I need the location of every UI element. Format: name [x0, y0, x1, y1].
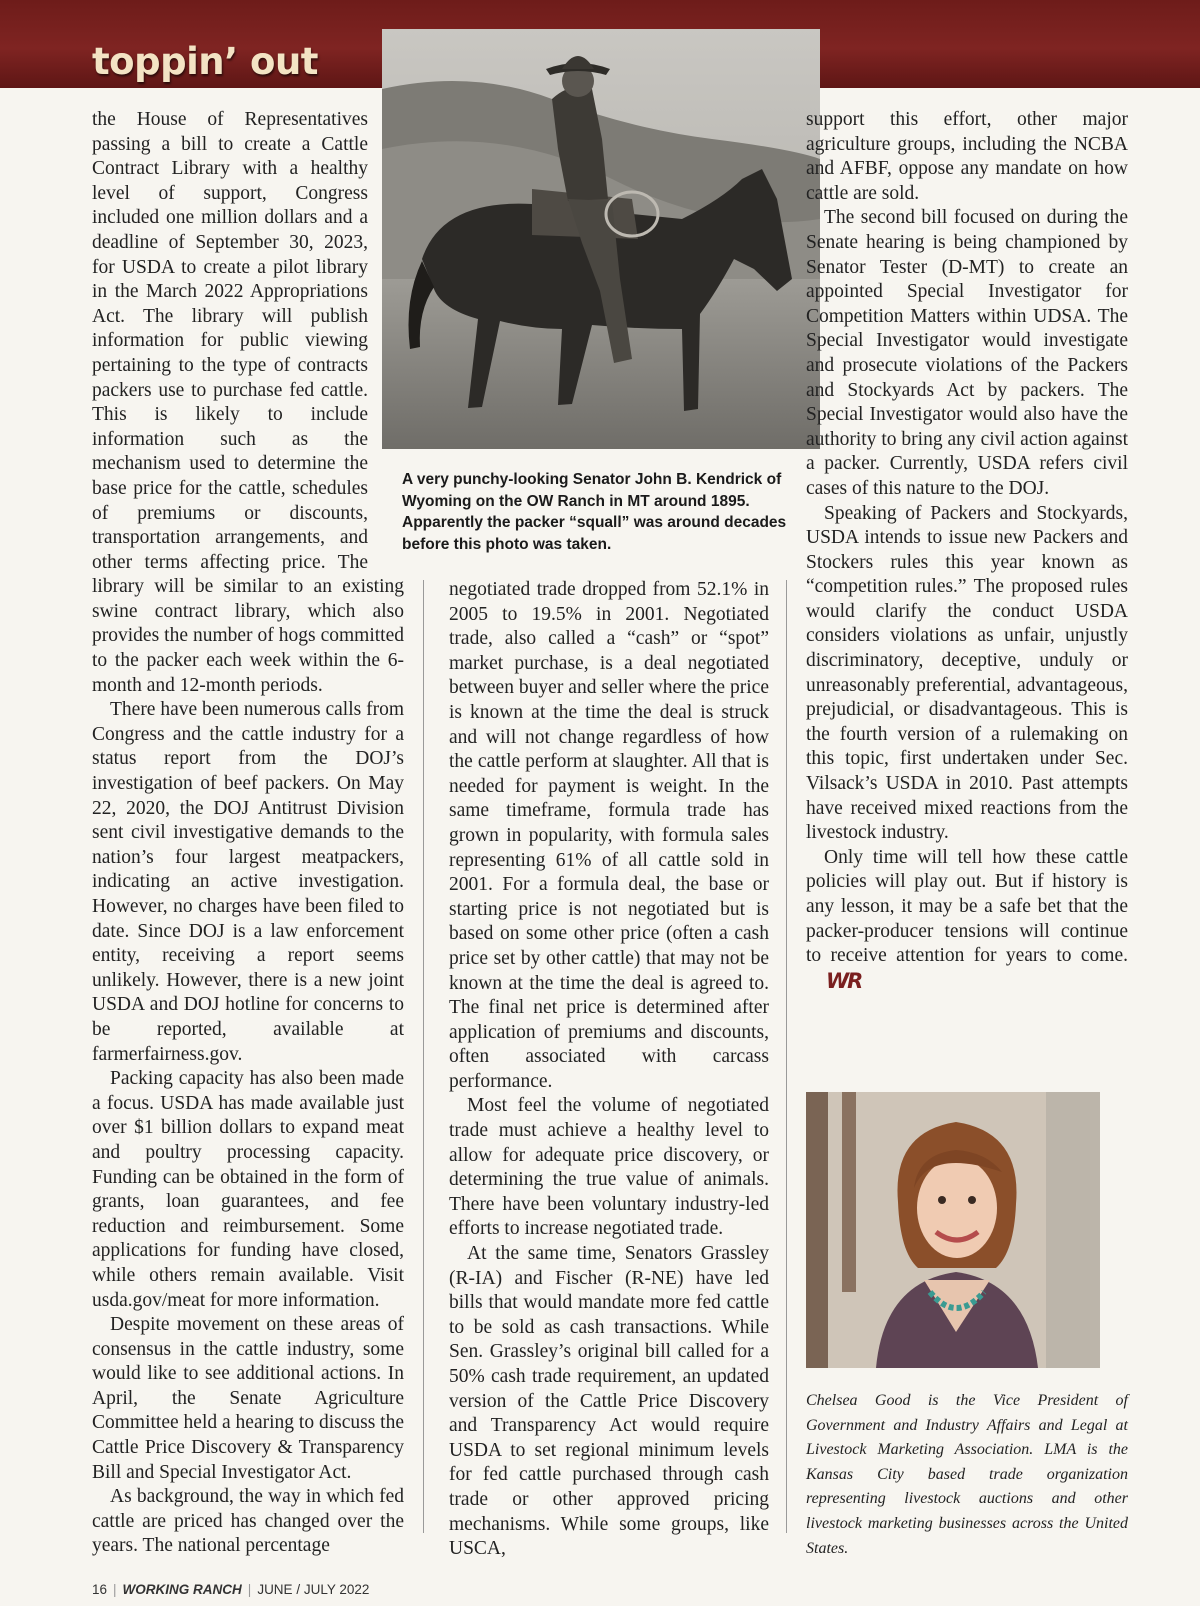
article-column-1 [92, 108, 404, 1559]
column-1-paragraph-3: Packing capacity has also been made a focus. USDA has made available just over $1 billion dollars to expand meat and poultry processing capacity. Funding can be obtained in the form of grants, loan guarantees, and fee reduction and reimbursement. Some applications for funding have closed, while others remain available. Visit usda.gov/meat for more information. [92, 1068, 404, 1311]
section-title: toppin’ out [92, 40, 318, 83]
column-3-paragraph-4 [806, 846, 1128, 994]
article-column-3 [806, 108, 1128, 993]
column-2-paragraph-1: negotiated trade dropped from 52.1% in 2005 to 19.5% in 2001. Negotiated trade, also called a “cash” or “spot” market purchase, is a deal negotiated between buyer and seller where the price is known at the time the deal is struck and will not change regardless of how the cattle perform at slaughter. All that is needed for payment is weight. In the same timeframe, formula trade has grown in popularity, with formula sales representing 61% of all cattle sold in 2001. For a formula deal, the base or starting price is not negotiated but is based on some other price (often a cash price set by other cattle) that may not be known at the time the deal is agreed to. The final net price is determined after application of premiums and discounts, often associated with carcass performance. [449, 579, 769, 1092]
historic-horseman-photo [382, 29, 820, 449]
column-divider [786, 580, 787, 1533]
column-1-paragraph-5: As background, the way in which fed cattle are priced has changed over the years. The national percentage [92, 1486, 404, 1557]
column-1-paragraph-2: There have been numerous calls from Congress and the cattle industry for a status report from the DOJ’s investigation of beef packers. On May 22, 2020, the DOJ Antitrust Division sent civil investigative demands to the nation’s four largest meatpackers, indicating an active investigation. However, no charges have been filed to date. Since DOJ is a law enforcement entity, receiving a report seems unlikely. However, there is a new joint USDA and DOJ hotline for concerns to be reported, available at farmerfairness.gov. [92, 699, 405, 1065]
magazine-name: WORKING RANCH [122, 1582, 242, 1597]
column-3-paragraph-1: support this effort, other major agriculture groups, including the NCBA and AFBF, oppose any mandate on how cattle are sold. [806, 109, 1128, 204]
column-3-paragraph-3: Speaking of Packers and Stockyards, USDA intends to issue new Packers and Stockers rules this year known as “competition rules.” The proposed rules would clarify the conduct USDA considers violations as unfair, unjustly discriminatory, deceptive, unduly or unreasonably preferential, advantageous, prejudicial, or disadvantageous. This is the fourth version of a rulemaking on this topic, first undertaken under Sec. Vilsack’s USDA in 2010. Past attempts have received mixed reactions from the livestock industry. [806, 502, 1128, 844]
photo-caption: A very punchy-looking Senator John B. Kendrick of Wyoming on the OW Ranch in MT around 1895. Apparently the packer “squall” was around decades before this photo was taken. [402, 471, 787, 553]
page-number: 16 [92, 1582, 108, 1597]
issue-date: JUNE / JULY 2022 [257, 1582, 370, 1597]
column-divider [423, 580, 424, 1533]
column-3-paragraph-2: The second bill focused on during the Senate hearing is being championed by Senator Tester (D-MT) to create an appointed Special Investigator for Competition Matters within UDSA. The Special Investigator would investigate and prosecute violations of the Packers and Stockyards Act by packers. The Special Investigator would also have the authority to bring any civil action against a packer. Currently, USDA refers civil cases of this nature to the DOJ. [806, 207, 1128, 499]
author-portrait-photo [806, 1092, 1100, 1368]
column-1-paragraph-4: Despite movement on these areas of consensus in the cattle industry, some would like to see additional actions. In April, the Senate Agriculture Committee held a hearing to discuss the Cattle Price Discovery & Transparency Bill and Special Investigator Act. [92, 1314, 404, 1483]
wr-logo-icon: WR [826, 968, 862, 993]
column-3-closing-text: Only time will tell how these cattle policies will play out. But if history is any lesson, it may be a safe bet that the packer-producer tensions will continue to receive attention for years to come. [806, 846, 1128, 967]
column-2-paragraph-2: Most feel the volume of negotiated trade must achieve a healthy level to allow for adequate price discovery, or determining the true value of animals. There have been voluntary industry-led efforts to increase negotiated trade. [449, 1095, 769, 1240]
column-1-paragraph-1: the House of Representatives passing a bill to create a Cattle Contract Library with a healthy level of support, Congress included one million dollars and a deadline of September 30, 2023, for USDA to create a pilot library in the March 2022 Appropriations Act. The library will publish information for public viewing pertaining to the type of contracts packers use to purchase fed cattle. This is likely to include information such as the mechanism used to determine the base price for the cattle, schedules of premiums or discounts, transportation arrangements, and other terms affecting price. The library will be similar to an existing swine contract library, which also provides the number of hogs committed to the packer each week within the 6-month and 12-month periods. [92, 109, 404, 696]
page-footer: 16 | WORKING RANCH | JUNE / JULY 2022 [92, 1582, 370, 1597]
article-column-2 [449, 578, 769, 1562]
author-bio: Chelsea Good is the Vice President of Government and Industry Affairs and Legal at Livestock Marketing Association. LMA is the Kansas City based trade organization representing livestock auctions and other livestock marketing businesses across the United States. [806, 1392, 1128, 1557]
column-2-paragraph-3: At the same time, Senators Grassley (R-IA) and Fischer (R-NE) have led bills that would mandate more fed cattle to be sold as cash transactions. While Sen. Grassley’s original bill called for a 50% cash trade requirement, an updated version of the Cattle Price Discovery and Transparency Act would require USDA to set regional minimum levels for fed cattle purchased through cash trade or other approved pricing mechanisms. While some groups, like USCA, [449, 1243, 769, 1560]
